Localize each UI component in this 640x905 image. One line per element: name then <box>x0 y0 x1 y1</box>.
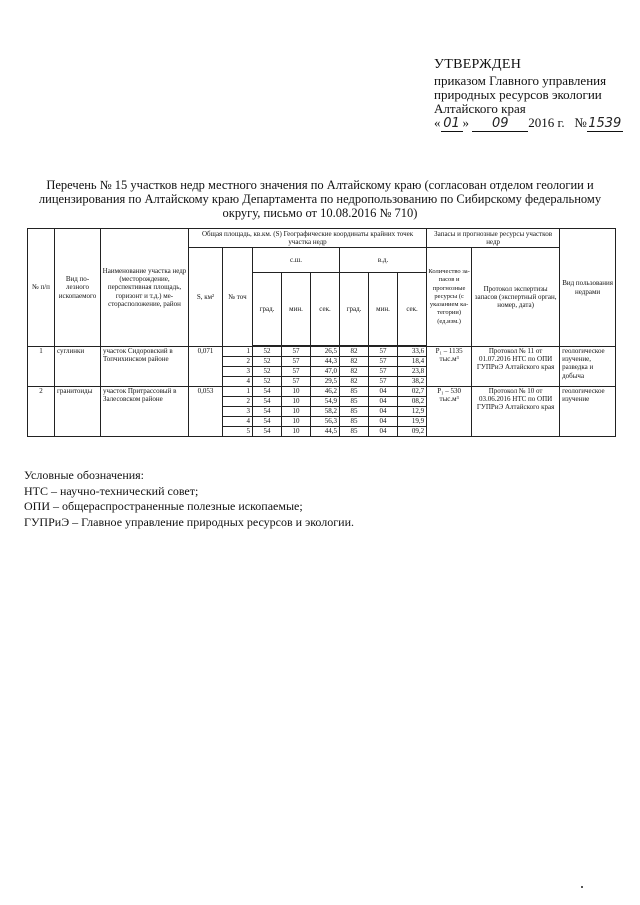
cell-quantity: P₁ – 530 тыс.м³ <box>427 387 472 437</box>
cell-lat-sec: 26,5 <box>311 347 340 357</box>
cell-lon-sec: 18,4 <box>398 357 427 367</box>
cell-lat-min: 10 <box>282 417 311 427</box>
header-site: Наименование участка недр (месторождение, перспективная площадь, горизонт и т.д.) месторасположение, район <box>101 229 189 347</box>
header-protocol: Протокол экспертизы запасов (экспертный орган, номер, дата) <box>472 248 560 347</box>
cell-lat-sec: 56,3 <box>311 417 340 427</box>
cell-lon-sec: 08,2 <box>398 397 427 407</box>
cell-lon-sec: 12,9 <box>398 407 427 417</box>
document-title: Перечень № 15 участков недр местного значения по Алтайскому краю (согласован отделом геологии и лицензирования по Алтайскому краю Департамента по недропользованию по Сибирскому федеральному округу, письмо от 10.08.2016 № 710) <box>38 178 602 220</box>
cell-lon-deg: 82 <box>340 367 369 377</box>
cell-lon-deg: 82 <box>340 347 369 357</box>
cell-lon-min: 04 <box>369 417 398 427</box>
cell-site: участок Притрассовый в Залесовском районе <box>101 387 189 437</box>
approval-line-1: приказом Главного управления <box>434 73 607 88</box>
cell-quantity: P₁ – 1135 тыс.м³ <box>427 347 472 387</box>
cell-point-num: 4 <box>223 377 253 387</box>
header-lat-deg: град. <box>253 273 282 346</box>
cell-lon-sec: 38,2 <box>398 377 427 387</box>
cell-lon-min: 57 <box>369 357 398 367</box>
cell-lat-sec: 44,3 <box>311 357 340 367</box>
cell-lon-sec: 09,2 <box>398 427 427 437</box>
header-mineral: Вид полезного ископаемого <box>55 229 101 347</box>
cell-point-num: 3 <box>223 367 253 377</box>
cell-lon-sec: 02,7 <box>398 387 427 397</box>
header-lat: с.ш. <box>253 248 340 273</box>
approval-line-3: Алтайского края <box>434 101 526 116</box>
cell-lat-sec: 46,2 <box>311 387 340 397</box>
cell-usage: геологическое изучение <box>560 387 616 437</box>
cell-lon-deg: 85 <box>340 417 369 427</box>
cell-lat-deg: 52 <box>253 347 282 357</box>
cell-lon-deg: 85 <box>340 397 369 407</box>
cell-lat-sec: 29,5 <box>311 377 340 387</box>
cell-site: участок Сидоровский в Топчихинском районе <box>101 347 189 387</box>
cell-lat-min: 10 <box>282 407 311 417</box>
sites-table <box>27 228 616 437</box>
cell-lon-sec: 19,9 <box>398 417 427 427</box>
cell-lat-deg: 52 <box>253 367 282 377</box>
cell-lon-sec: 33,6 <box>398 347 427 357</box>
header-num: № п/п <box>28 229 55 347</box>
header-lat-sec: сек. <box>311 273 340 346</box>
approval-block <box>434 58 634 132</box>
cell-lon-min: 57 <box>369 377 398 387</box>
header-lon-min: мин. <box>369 273 398 346</box>
cell-point-num: 2 <box>223 357 253 367</box>
cell-lat-deg: 54 <box>253 417 282 427</box>
cell-lon-min: 04 <box>369 397 398 407</box>
cell-lat-min: 57 <box>282 377 311 387</box>
cell-lon-min: 57 <box>369 367 398 377</box>
header-lon-deg: град. <box>340 273 369 346</box>
approval-month: 09 <box>472 117 528 132</box>
cell-lat-deg: 52 <box>253 357 282 367</box>
approval-title: УТВЕРЖДЕН <box>434 57 522 72</box>
cell-point-num: 1 <box>223 387 253 397</box>
cell-lon-sec: 23,8 <box>398 367 427 377</box>
cell-lon-min: 04 <box>369 427 398 437</box>
header-points: № точ <box>223 248 253 347</box>
legend-item-guprie: ГУПРиЭ – Главное управление природных ресурсов и экологии. <box>24 514 355 529</box>
cell-area: 0,053 <box>189 387 223 437</box>
cell-point-num: 5 <box>223 427 253 437</box>
header-area-coords: Общая площадь, кв.км. (S) Географические координаты крайних точек участка недр <box>189 229 427 248</box>
cell-point-num: 4 <box>223 417 253 427</box>
cell-point-num: 3 <box>223 407 253 417</box>
table-row <box>28 387 616 397</box>
cell-lat-sec: 44,5 <box>311 427 340 437</box>
header-quantity: Количество запасов и прогнозные ресурсы (с указанием категории) (ед.изм.) <box>427 248 472 347</box>
page-mark <box>581 886 583 888</box>
cell-protocol: Протокол № 11 от 01.07.2016 НТС по ОПИ ГУПРиЭ Алтайского края <box>472 347 560 387</box>
cell-lon-deg: 82 <box>340 377 369 387</box>
cell-lat-deg: 52 <box>253 377 282 387</box>
cell-lat-min: 57 <box>282 347 311 357</box>
approval-number: 1539 <box>588 116 622 131</box>
cell-lon-min: 57 <box>369 347 398 357</box>
cell-lat-sec: 54,9 <box>311 397 340 407</box>
cell-point-num: 2 <box>223 397 253 407</box>
cell-lon-deg: 82 <box>340 357 369 367</box>
header-reserves: Запасы и прогнозные ресурсы участков недр <box>427 229 560 248</box>
cell-protocol: Протокол № 10 от 03.06.2016 НТС по ОПИ ГУПРиЭ Алтайского края <box>472 387 560 437</box>
cell-lat-min: 57 <box>282 357 311 367</box>
header-lat-min: мин. <box>282 273 311 346</box>
header-lon: в.д. <box>340 248 427 273</box>
cell-lat-deg: 54 <box>253 407 282 417</box>
cell-num: 2 <box>28 387 55 437</box>
approval-day: 01 <box>441 117 463 132</box>
cell-lon-min: 04 <box>369 387 398 397</box>
cell-lat-sec: 58,2 <box>311 407 340 417</box>
legend-title: Условные обозначения: <box>24 468 145 482</box>
approval-line-2: природных ресурсов экологии <box>434 87 602 102</box>
cell-lat-min: 10 <box>282 397 311 407</box>
header-row-1 <box>28 229 616 248</box>
cell-lat-deg: 54 <box>253 387 282 397</box>
header-usage: Вид пользования недрами <box>560 229 616 347</box>
approval-number-label: № <box>574 115 587 130</box>
cell-lon-deg: 85 <box>340 387 369 397</box>
cell-point-num: 1 <box>223 347 253 357</box>
cell-lon-deg: 85 <box>340 407 369 417</box>
table-row <box>28 347 616 357</box>
cell-lat-min: 10 <box>282 387 311 397</box>
approval-date-line <box>434 116 634 132</box>
cell-lon-min: 04 <box>369 407 398 417</box>
cell-lat-min: 57 <box>282 367 311 377</box>
cell-usage: геологическое изучение, разведка и добыча <box>560 347 616 387</box>
cell-lat-min: 10 <box>282 427 311 437</box>
date-close-quote: » <box>462 115 469 130</box>
approval-year: 2016 г. <box>528 115 565 130</box>
cell-mineral: гранитоиды <box>55 387 101 437</box>
cell-lat-deg: 54 <box>253 397 282 407</box>
cell-lat-deg: 54 <box>253 427 282 437</box>
header-lon-sec: сек. <box>398 273 427 346</box>
cell-num: 1 <box>28 347 55 387</box>
cell-lon-deg: 85 <box>340 427 369 437</box>
cell-mineral: суглинки <box>55 347 101 387</box>
date-open-quote: « <box>434 115 441 130</box>
header-area: S, км² <box>189 248 223 347</box>
legend <box>24 468 354 530</box>
cell-lat-sec: 47,0 <box>311 367 340 377</box>
legend-item-opi: ОПИ – общераспространенные полезные ископаемые; <box>24 499 303 513</box>
legend-item-nts: НТС – научно-технический совет; <box>24 483 199 498</box>
cell-area: 0,071 <box>189 347 223 387</box>
